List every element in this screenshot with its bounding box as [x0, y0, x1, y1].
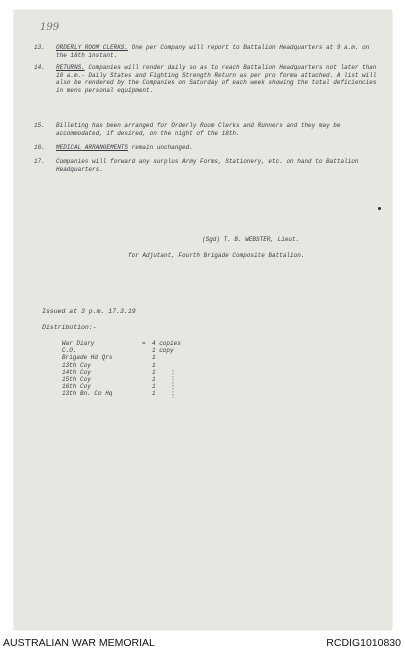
- paragraph-16: [34, 144, 378, 152]
- paragraph-text: Billeting has been arranged for Orderly Room Clerks and Runners and they may be accommodated, if desired, on the night of the 18th.: [56, 122, 341, 137]
- distribution-list: [62, 340, 202, 398]
- signature-line: (Sgd) T. B. WEBSTER, Lieut.: [202, 236, 300, 243]
- list-item: [62, 362, 202, 369]
- list-item: [62, 340, 202, 347]
- recipient-name: 14th Coy: [62, 368, 91, 376]
- copy-count: 4 copies: [152, 340, 181, 347]
- recipient-name: Brigade Hd Qrs: [62, 354, 113, 362]
- copy-count: 1: [152, 390, 156, 398]
- recipient-name: 13th Coy: [62, 361, 91, 369]
- recipient-name: C.O.: [62, 347, 77, 355]
- paragraph-text: Companies will render daily so as to reach Battalion Headquarters not later than 10 a.m.- Daily States and Fighting Strength Return as per pro forma attached. A list will also be rendered by the Companies on Saturday of each week showing the total deficiencies in mens personal equipment.: [56, 64, 377, 94]
- copy-count: 1: [152, 375, 156, 383]
- list-item: [62, 354, 202, 361]
- list-item: [62, 383, 202, 390]
- footer-record-id: RCDIG1010830: [326, 637, 401, 649]
- recipient-name: 13th Bn. Co Hq: [62, 390, 113, 398]
- paragraph-number: 17.: [34, 158, 45, 165]
- paragraph-heading: MEDICAL ARRANGEMENTS: [56, 144, 129, 151]
- list-item: [62, 347, 202, 354]
- recipient-name: 15th Coy: [62, 375, 91, 383]
- paragraph-heading: ORDERLY ROOM CLERKS.: [56, 44, 129, 51]
- footer-institution: AUSTRALIAN WAR MEMORIAL: [3, 637, 155, 649]
- paragraph-14: [34, 64, 378, 110]
- copy-count: 1 copy: [152, 347, 174, 355]
- list-item: [62, 369, 202, 376]
- list-item: [62, 390, 202, 397]
- paragraph-text: One per Company will report to Battalion Headquarters at 9 a.m. on the 18th instant.: [56, 44, 370, 59]
- paragraph-number: 16.: [34, 144, 45, 151]
- equals-sign: =: [142, 340, 146, 347]
- paragraph-text: remain unchanged.: [131, 144, 193, 151]
- paragraph-heading: RETURNS.: [56, 64, 85, 71]
- paragraph-15: [34, 122, 378, 138]
- copy-count: 1: [152, 383, 156, 391]
- issued-line: Issued at 3 p.m. 17.3.19: [42, 308, 136, 315]
- paragraph-number: 15.: [34, 122, 45, 129]
- paragraph-text: Companies will forward any surplus Army Forms, Stationery, etc. on hand to Battalion Headquarters.: [56, 158, 359, 173]
- recipient-name: War Diary: [62, 340, 95, 347]
- recipient-name: 16th Coy: [62, 383, 91, 391]
- signature-title: for Adjutant, Fourth Brigade Composite Battalion.: [128, 252, 305, 259]
- paragraph-number: 14.: [34, 64, 45, 71]
- distribution-heading: Distribution:-: [42, 324, 97, 331]
- paragraph-13: [34, 44, 378, 60]
- copy-count: 1: [152, 361, 156, 369]
- ink-spot: [378, 207, 381, 210]
- page-number: 199: [40, 22, 60, 33]
- copy-count: 1: [152, 368, 156, 376]
- copy-count: 1: [152, 354, 156, 362]
- bracket-mark: [170, 370, 176, 400]
- list-item: [62, 376, 202, 383]
- paragraph-number: 13.: [34, 44, 45, 51]
- paragraph-17: [34, 158, 378, 174]
